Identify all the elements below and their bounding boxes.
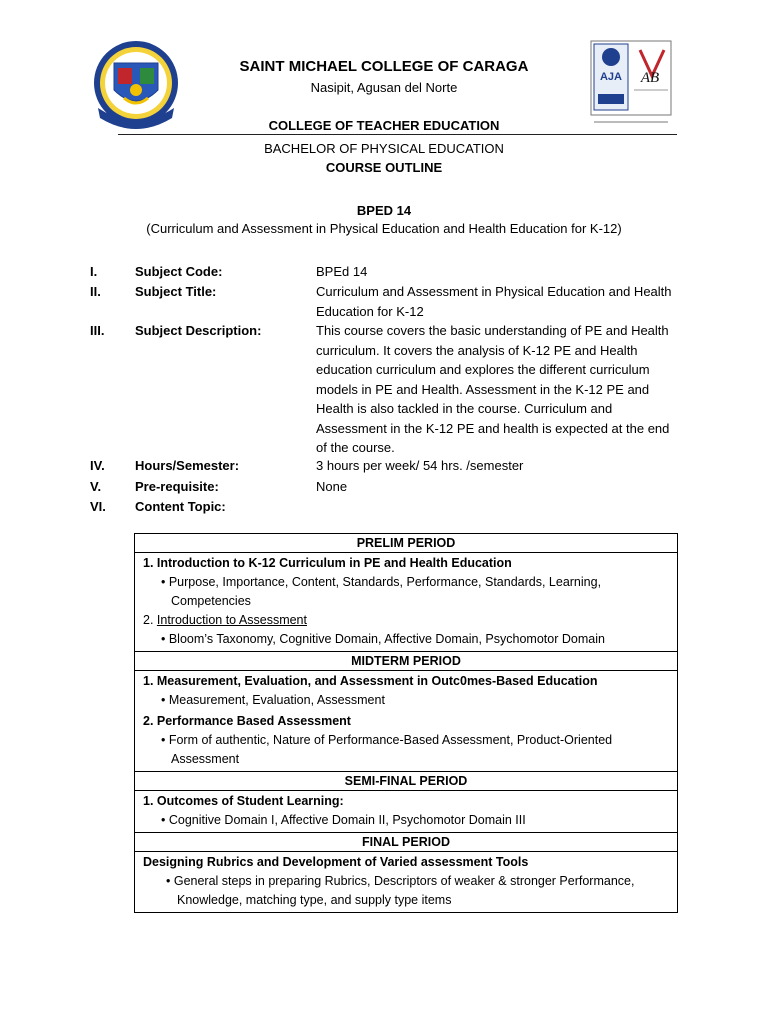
topic-number: 2.	[143, 613, 157, 627]
info-label: Subject Title:	[135, 284, 217, 299]
svg-text:AB: AB	[640, 70, 660, 86]
table-row	[135, 833, 678, 852]
midterm-topics	[135, 671, 678, 772]
info-label: Hours/Semester:	[135, 458, 240, 473]
topic-subitems: • Bloom’s Taxonomy, Cognitive Domain, Affective Domain, Psychomotor Domain	[161, 632, 605, 646]
info-label: Subject Description:	[135, 323, 262, 338]
document-title: COURSE OUTLINE	[325, 160, 443, 175]
info-label: Subject Code:	[135, 264, 223, 279]
table-row	[135, 534, 678, 553]
topic-item: 1. Measurement, Evaluation, and Assessment in Outc0mes-Based Education	[143, 674, 598, 688]
info-number: IV.	[90, 458, 105, 473]
info-number: VI.	[90, 499, 106, 514]
table-row	[135, 652, 678, 671]
period-header-midterm: MIDTERM PERIOD	[135, 652, 678, 671]
topic-item	[143, 611, 669, 630]
topic-subitems: • Cognitive Domain I, Affective Domain II, Psychomotor Domain III	[161, 813, 526, 827]
info-number: I.	[90, 264, 98, 279]
period-header-prelim: PRELIM PERIOD	[135, 534, 678, 553]
info-label: Content Topic:	[135, 499, 226, 514]
table-row	[135, 553, 678, 652]
topic-subitems: • Form of authentic, Nature of Performance-Based Assessment, Product-Oriented Assessment	[161, 733, 613, 766]
table-row	[135, 791, 678, 833]
content-topic-table	[134, 533, 678, 913]
period-header-semifinal: SEMI-FINAL PERIOD	[135, 772, 678, 791]
course-code-title: BPED 14	[356, 203, 412, 218]
period-header-final: FINAL PERIOD	[135, 833, 678, 852]
topic-subitems: • Measurement, Evaluation, Assessment	[161, 693, 385, 707]
info-label: Pre-requisite:	[135, 479, 219, 494]
table-row	[135, 772, 678, 791]
topic-subitems: • General steps in preparing Rubrics, Descriptors of weaker & stronger Performance, Knowledge, matching type, and supply type items	[166, 874, 635, 907]
info-value: BPEd 14	[316, 264, 368, 279]
school-address: Nasipit, Agusan del Norte	[310, 80, 458, 95]
school-name: SAINT MICHAEL COLLEGE OF CARAGA	[239, 58, 529, 75]
semifinal-topics	[135, 791, 678, 833]
table-row	[135, 852, 678, 913]
info-value: 3 hours per week/ 54 hrs. /semester	[316, 458, 524, 473]
course-subtitle: (Curriculum and Assessment in Physical Education and Health Education for K-12)	[146, 221, 622, 236]
program-name: BACHELOR OF PHYSICAL EDUCATION	[264, 141, 504, 156]
info-number: V.	[90, 479, 102, 494]
svg-text:AJA: AJA	[599, 71, 623, 83]
final-topics	[135, 852, 678, 913]
topic-item: 2. Performance Based Assessment	[143, 714, 351, 728]
info-value: None	[316, 479, 348, 494]
topic-item: Designing Rubrics and Development of Varied assessment Tools	[143, 855, 529, 869]
table-row	[135, 671, 678, 772]
college-name: COLLEGE OF TEACHER EDUCATION	[268, 118, 500, 133]
prelim-topics	[135, 553, 678, 652]
topic-item: 1. Outcomes of Student Learning:	[143, 794, 344, 808]
info-value: Curriculum and Assessment in Physical Education and Health Education for K-12	[316, 284, 672, 319]
topic-item: 1. Introduction to K-12 Curriculum in PE and Health Education	[143, 556, 512, 570]
topic-title: Introduction to Assessment	[156, 613, 307, 627]
header-divider	[118, 134, 677, 135]
info-number: II.	[90, 284, 101, 299]
info-number: III.	[90, 323, 105, 338]
info-value: This course covers the basic understanding of PE and Health curriculum. It covers the analysis of K-12 PE and Health education curriculum and explores the different curriculum models in PE and Health. Assessment in the K-12 PE and Health is also tackled in the course. Curriculum and Assessment in the K-12 PE and health is expected at the end of the course.	[316, 323, 670, 455]
topic-subitems: • Purpose, Importance, Content, Standards, Performance, Standards, Learning, Competencies	[161, 575, 602, 608]
